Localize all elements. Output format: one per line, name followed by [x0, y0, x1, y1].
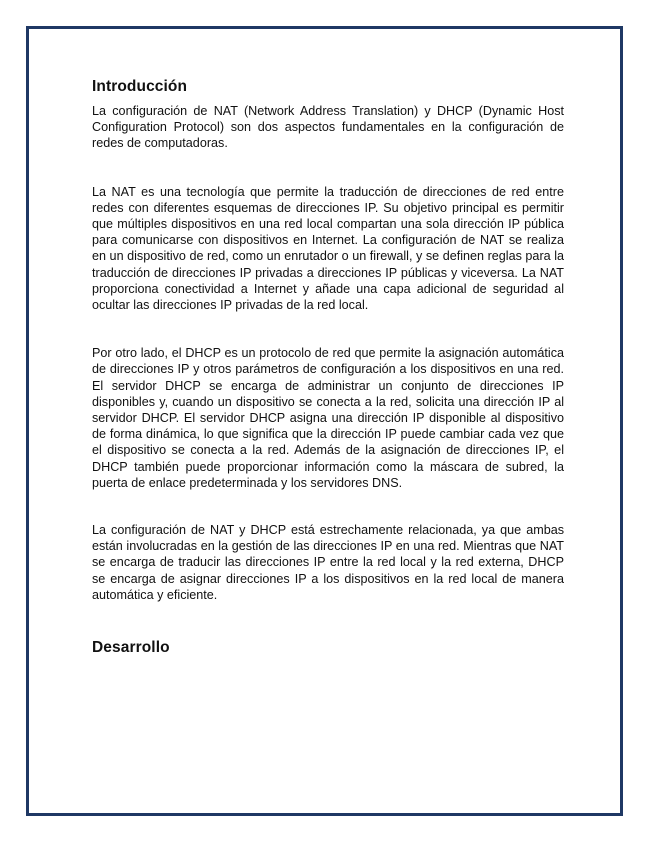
development-heading: Desarrollo	[92, 639, 170, 657]
nat-paragraph: La NAT es una tecnología que permite la traducción de direcciones de red entre redes con diferentes esquemas de direcciones IP. Su objetivo principal es permitir que múltiples dispositivos en una red local compartan una sola dirección IP pública para comunicarse con dispositivos en Internet. La configuración de NAT se realiza en un dispositivo de red, como un enrutador o un firewall, y se definen reglas para la traducción de direcciones IP privadas a direcciones IP públicas y viceversa. La NAT proporciona conectividad a Internet y añade una capa adicional de seguridad al ocultar las direcciones IP privadas de la red local.	[92, 184, 564, 313]
intro-paragraph: La configuración de NAT (Network Address Translation) y DHCP (Dynamic Host Configuration Protocol) son dos aspectos fundamentales en la configuración de redes de computadoras.	[92, 104, 564, 151]
dhcp-paragraph: Por otro lado, el DHCP es un protocolo de red que permite la asignación automática de direcciones IP y otros parámetros de configuración a los dispositivos en una red. El servidor DHCP se encarga de administrar un conjunto de direcciones IP disponibles y, cuando un dispositivo se conecta a la red, solicita una dirección IP al servidor DHCP. El servidor DHCP asigna una dirección IP disponible al dispositivo de forma dinámica, lo que significa que la dirección IP puede cambiar cada vez que el dispositivo se conecta a la red. Además de la asignación de direcciones IP, el DHCP también puede proporcionar información como la máscara de subred, la puerta de enlace predeterminada y los servidores DNS.	[92, 346, 564, 490]
intro-heading: Introducción	[92, 78, 188, 95]
document-body	[92, 78, 564, 664]
relation-paragraph: La configuración de NAT y DHCP está estrechamente relacionada, ya que ambas están involucradas en la gestión de las direcciones IP en una red. Mientras que NAT se encarga de traducir las direcciones IP entre la red local y la red externa, DHCP se encarga de asignar direcciones IP a los dispositivos en la red local de manera automática y eficiente.	[92, 523, 564, 602]
